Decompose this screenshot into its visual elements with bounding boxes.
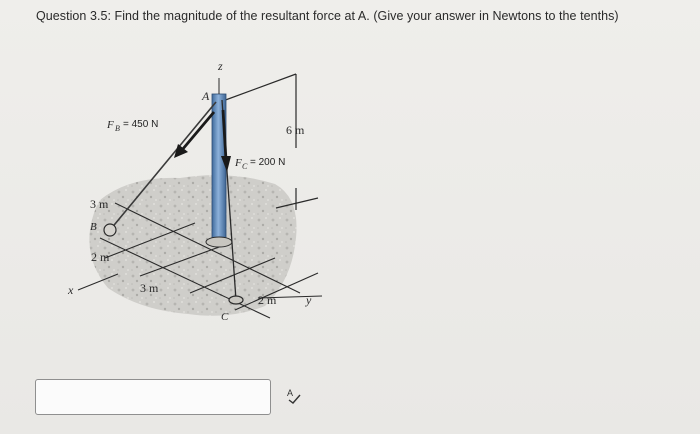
force-b-arrow — [174, 112, 214, 158]
force-c-subscript: C — [242, 162, 248, 171]
statics-figure — [60, 48, 350, 338]
dim-3m-bottom: 3 m — [140, 281, 159, 295]
force-b-value: = 450 N — [123, 119, 159, 130]
point-c-label: C — [221, 311, 229, 323]
height-label: 6 m — [286, 123, 305, 137]
force-diagram — [60, 48, 350, 338]
dim-3m-left: 3 m — [90, 197, 109, 211]
dim-2m-left: 2 m — [91, 250, 110, 264]
force-c-label — [234, 157, 285, 171]
force-b-symbol: F — [107, 119, 114, 131]
x-axis-label: x — [68, 283, 74, 297]
svg-text:A: A — [287, 388, 294, 398]
force-c-value: = 200 N — [250, 157, 286, 168]
y-axis-label: y — [306, 293, 312, 307]
question-text: Question 3.5: Find the magnitude of the resultant force at A. (Give your answer in Newtons to the tenths) — [36, 9, 619, 23]
force-b-label — [106, 119, 158, 133]
answer-input[interactable] — [35, 379, 271, 415]
anchor-b — [104, 224, 116, 236]
force-b-subscript: B — [115, 124, 120, 133]
force-c-symbol: F — [235, 157, 242, 169]
spellcheck-icon[interactable] — [286, 387, 302, 405]
z-axis-label: z — [218, 59, 223, 73]
anchor-c — [229, 296, 243, 304]
point-a-label: A — [202, 89, 210, 103]
dim-2m-right: 2 m — [258, 293, 277, 307]
point-b-label: B — [90, 221, 97, 233]
pole-base — [206, 237, 232, 247]
